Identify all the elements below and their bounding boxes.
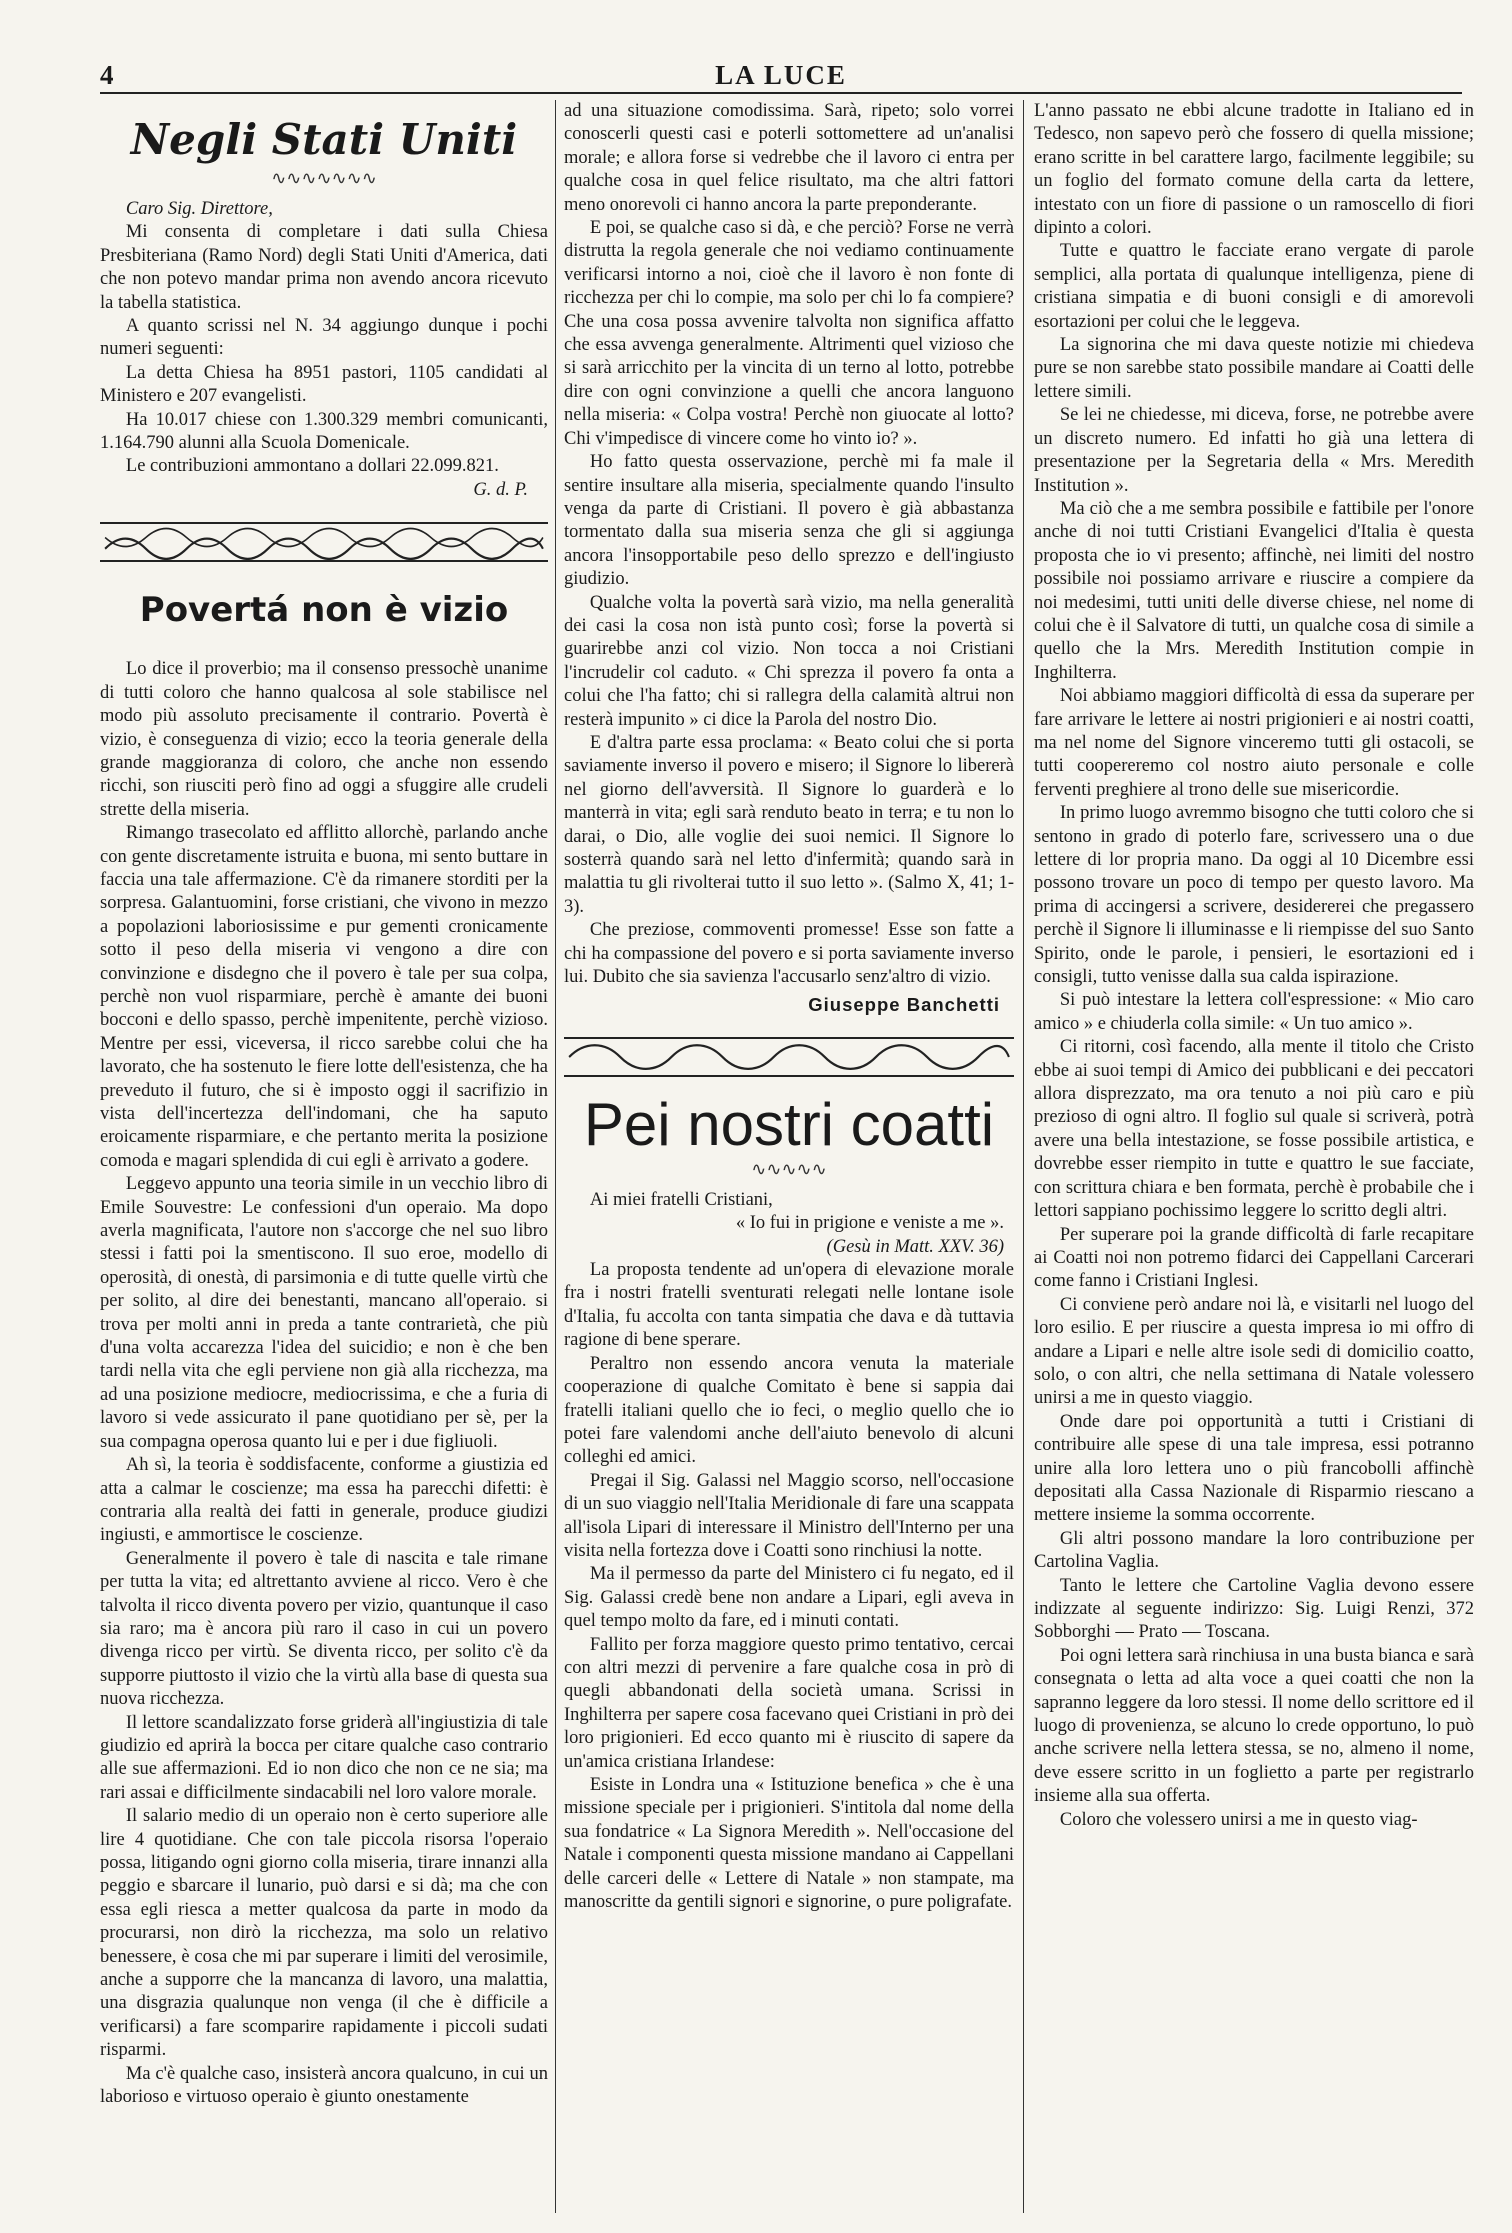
paragraph: Se lei ne chiedesse, mi diceva, forse, ne potrebbe avere un discreto numero. Ed infatti ho già una lettera di presentazione per la Segretaria della « Mrs. Meredith Institution ». [1034, 405, 1474, 496]
paragraph: Fallito per forza maggiore questo primo tentativo, cercai con altri mezzi di pervenire a fare qualche cosa in prò di quegli abbandonati della società umana. Scrissi in Inghilterra per sapere cosa facevano quei Cristiani in prò dei loro prigionieri. Ed ecco quanto mi è riuscito di sapere da un'amica cristiana Irlandese: [564, 1634, 1014, 1772]
paragraph: La detta Chiesa ha 8951 pastori, 1105 candidati al Ministero e 207 evangelisti. [100, 362, 548, 407]
paragraph: Ci conviene però andare noi là, e visitarli nel luogo del loro esilio. E per riuscire a questa impresa io mi offro di andare a Lipari e nelle altre isole sedi di domicilio coatto, solo, o con altri, che nella settimana di Natale volessero unirsi a me in questo viaggio. [1034, 1294, 1474, 1409]
paragraph: Pregai il Sig. Galassi nel Maggio scorso, nell'occasione di un suo viaggio nell'Italia Meridionale di fare una scappata all'isola Lipari di interessare il Ministro dell'Interno per una visita nella fortezza dove i Coatti sono rinchiusi la notte. [564, 1470, 1014, 1561]
paragraph: Il salario medio di un operaio non è certo superiore alle lire 4 quotidiane. Che con tale piccola risorsa l'operaio possa, litigando ogni giorno colla miseria, tirare innanzi alla peggio e sbarcare il lunario, può darsi e si dà; ma che con essa egli riesca a metter qualcosa da parte in modo da procurarsi, non dirò la ricchezza, ma solo un relativo benessere, è cosa che mi par superare i limiti del verosimile, anche a supporre che la mancanza di lavoro, una malattia, una disgrazia qualunque non venga (il che è difficile a verificarsi) a fare scomparire rapidamente i piccoli sudati risparmi. [100, 1806, 548, 2061]
signature: G. d. P. [473, 479, 528, 500]
paragraph: E poi, se qualche caso si dà, e che perciò? Forse ne verrà distrutta la regola generale che noi vediamo continuamente verificarsi intorno a noi, cioè che il lavoro è non fonte di ricchezza per chi lo compie, ma solo per chi lo fa compiere? Che una cosa possa avvenire talvolta non significa affatto che essa avvenga generalmente. Altrimenti quel vizioso che si sarà arricchito per la vincita di un terno al lotto, potrebbe dire con ogni convinzione a quelli che ancora languono nella miseria: « Colpa vostra! Perchè non giuocate al lotto? Chi v'impedisce di vincere come ho vinto io? ». [564, 218, 1014, 449]
paragraph: Ah sì, la teoria è soddisfacente, conforme a giustizia ed atta a calmar le coscienze; ma essa ha parecchi difetti: è contraria alla realtà dei fatti in generale, produce giudizi ingiusti, e ammortisce le coscienze. [100, 1455, 548, 1546]
paragraph: Ha 10.017 chiese con 1.300.329 membri comunicanti, 1.164.790 alunni alla Scuola Domenicale. [100, 409, 548, 454]
paragraph: Ho fatto questa osservazione, perchè mi fa male il sentire insultare alla miseria, specialmente quando l'insulto venga da parte di Cristiani. Il povero è già abbastanza tormentato dalla sua miseria senza che gli si aggiunga ancora l'insopportabile peso dello sprezzo e dell'ingiusto giudizio. [564, 452, 1014, 590]
paragraph: Tanto le lettere che Cartoline Vaglia devono essere indizzate al seguente indirizzo: Sig. Luigi Renzi, 372 Sobborghi — Prato — Toscana. [1034, 1575, 1474, 1643]
ornament-graphic [564, 1039, 1014, 1075]
paragraph: Esiste in Londra una « Istituzione benefica » che è una missione speciale per i prigionieri. S'intitola dal nome della sua fondatrice « La Signora Meredith ». Nell'occasione del Natale i componenti questa missione mandano ai Cappellani delle carceri delle « Lettere di Natale » non stampate, ma manoscritte da gentili signori e signorine, o pure poligrafate. [564, 1775, 1014, 1913]
paragraph: Lo dice il proverbio; ma il consenso pressochè unanime di tutti coloro che hanno qualcosa al sole stabilisce nel modo più assoluto precisamente il contrario. Povertà è vizio, è conseguenza di vizio; ecco la teoria generale della grande maggioranza di coloro, che anche non essendo ricchi, son riusciti però fino ad oggi a sfuggire alle crudeli strette della miseria. [100, 659, 548, 820]
paragraph: Si può intestare la lettera coll'espressione: « Mio caro amico » e chiuderla colla simile: « Un tuo amico ». [1034, 990, 1474, 1034]
paragraph: La proposta tendente ad un'opera di elevazione morale fra i nostri fratelli sventurati relegati nelle lontane isole d'Italia, fu accolta con tanta simpatia che dava e dà tuttavia ragione di bene sperare. [564, 1260, 1014, 1351]
article-title-negli-stati-uniti: Negli Stati Uniti [130, 115, 518, 164]
article-title-poverta: Povertá non è vizio [139, 590, 509, 631]
paragraph: Che preziose, commoventi promesse! Esse son fatte a chi ha compassione del povero e si porta saviamente inverso lui. Dubito che sia savienza l'accusarlo senz'altro di vizio. [564, 920, 1014, 988]
column-2 [564, 100, 1014, 2193]
paragraph: In primo luogo avremmo bisogno che tutti coloro che si sentono in grado di poterlo fare, scrivessero una o due lettere di lor propria mano. Da oggi al 10 Dicembre essi possono trovare un poco di tempo per questo lavoro. Ma prima di accingersi a scrivere, desidererei che pregassero perchè il Signore li illuminasse e li riempisse del suo Santo Spirito, onde le parole, i pensieri, le esortazioni ed i consigli, tutto venisse dalla sua calda ispirazione. [1034, 803, 1474, 988]
paragraph: Per superare poi la grande difficoltà di farle recapitare ai Coatti noi non potremo fidarci dei Cappellani Carcerari come fanno i Cristiani Inglesi. [1034, 1224, 1474, 1292]
article-title-coatti: Pei nostri coatti [583, 1090, 995, 1158]
title-flourish: ∿∿∿∿∿ [751, 1158, 827, 1179]
salutation: Caro Sig. Direttore, [125, 199, 273, 219]
ornament-graphic [100, 524, 548, 560]
paragraph: Le contribuzioni ammontano a dollari 22.099.821. [125, 456, 499, 477]
header-rule [100, 92, 1462, 94]
epigraph-quote: « Io fui in prigione e veniste a me ». [735, 1213, 1004, 1234]
paragraph: A quanto scrissi nel N. 34 aggiungo dunque i pochi numeri seguenti: [100, 316, 548, 360]
paragraph: Noi abbiamo maggiori difficoltà di essa da superare per fare arrivare le lettere ai nostri prigionieri e ai nostri coatti, ma nel nome del Signore vinceremo tutti gli ostacoli, se tutti coopereremo col nostro aiuto personale e colle ferventi preghiere al trono delle sue misericordie. [1034, 686, 1474, 800]
epigraph [564, 1212, 1014, 1259]
column-1 [100, 100, 548, 2193]
signature: Giuseppe Banchetti [808, 994, 1000, 1016]
paragraph: Peraltro non essendo ancora venuta la materiale cooperazione di qualche Comitato è bene si sappia dai fratelli italiani quello che io feci, o meglio quello che io potei fare valendomi anche dell'aiuto benevolo di alcuni colleghi ed amici. [564, 1353, 1014, 1468]
paragraph: Qualche volta la povertà sarà vizio, ma nella generalità dei casi la cosa non istà punto così; forse la povertà si guarirebbe anzi col vizio. Non tocca a noi Cristiani l'incrudelir col caduto. « Chi sprezza il povero fa onta a colui che l'ha fatto; chi si rallegra della calamità altrui non resterà impunito » ci dice la Parola del nostro Dio. [564, 592, 1014, 730]
paragraph: Onde dare poi opportunità a tutti i Cristiani di contribuire alle spese di una tale impresa, essi potranno unire alla loro lettera uno o più francobolli affinchè depositati alla Cassa Nazionale di Risparmio riescano a mettere insieme la somma occorrente. [1034, 1411, 1474, 1526]
running-head [100, 60, 1462, 92]
paragraph: Coloro che volessero unirsi a me in questo viag- [1059, 1809, 1418, 1830]
paragraph: Rimango trasecolato ed afflitto allorchè, parlando anche con gente discretamente istruita e buona, mi sento buttare in faccia una tale affermazione. C'è da rimanere storditi per la sorpresa. Galantuomini, forse cristiani, che vivono in mezzo a popolazioni laboriosissime e pur gementi cronicamente sotto il peso della miseria vi vengono a dire con convinzione e disdegno che il povero è tale per sua colpa, perchè non vuol risparmiare, perchè è amante dei buoni bocconi e dello spasso, perchè impenitente, perchè vizioso. Mentre per essi, viceversa, il ricco sarebbe colui che ha lavorato, che ha sostenuto le fiere lotte dell'esistenza, che ha preveduto il futuro, che si è imposto oggi il sacrifizio in vista dell'incertezza dell'indomani, che ha saputo eroicamente risparmiare, e che pertanto merita la posizione comoda e magari splendida di cui egli è arrivato a godere. [100, 823, 548, 1171]
paragraph: Generalmente il povero è tale di nascita e tale rimane per tutta la vita; ed altrettanto avviene al ricco. Vero è che talvolta il ricco diventa povero per vizio, quantunque il caso sia raro; ma è ancora più raro il caso in cui un povero divenga ricco per virtù. Se diventa ricco, per solito c'è da supporre piuttosto il vizio che la virtù alla base di questa sua nuova ricchezza. [100, 1548, 548, 1710]
column-divider [1023, 100, 1024, 2213]
paragraph: Ma c'è qualche caso, insisterà ancora qualcuno, in cui un laborioso e virtuoso operaio è giunto onestamente [100, 2063, 548, 2108]
paragraph: ad una situazione comodissima. Sarà, ripeto; solo vorrei conoscerli questi casi e poterli sottomettere ad un'analisi morale; e allora forse si vedrebbe che il lavoro ci entra per qualche cosa in quel felice risultato, ma che altri fattori meno onorevoli ci hanno ancora la parte preponderante. [564, 101, 1014, 215]
ornament-divider [564, 1037, 1014, 1077]
paragraph: La signorina che mi dava queste notizie mi chiedeva pure se non sarebbe stato possibile mandare ai Coatti delle lettere simili. [1034, 335, 1474, 402]
title-flourish: ∿∿∿∿∿∿∿ [271, 168, 377, 188]
paragraph: Tutte e quattro le facciate erano vergate di parole semplici, alla portata di qualunque intelligenza, piene di cristiana simpatia e di buoni consigli e di amorevoli esortazioni per colui che le leggeva. [1034, 241, 1474, 332]
paragraph: Gli altri possono mandare la loro contribuzione per Cartolina Vaglia. [1034, 1528, 1474, 1573]
epigraph-reference: (Gesù in Matt. XXV. 36) [826, 1236, 1004, 1257]
paragraph: Il lettore scandalizzato forse griderà all'ingiustizia di tale giudizio ed aprirà la bocca per citare qualche caso contrario alle sue affermazioni. Ed io non dico che non ce ne sia; ma rari assai e difficilmente sindacabili nel loro valore morale. [100, 1712, 548, 1803]
column-3 [1034, 100, 1474, 2193]
paragraph: E d'altra parte essa proclama: « Beato colui che si porta saviamente inverso il povero e misero; il Signore lo libererà nel giorno dell'avversità. Il Signore lo guarderà e lo manterrà in vita; egli sarà renduto beato in terra; e tu non lo darai, o Dio, alle voglie dei suoi nemici. Il Signore lo sosterrà quando sarà nel letto d'infermità; quando sarà in malattia tu gli rivolterai tutto il suo letto ». (Salmo X, 41; 1-3). [564, 732, 1014, 917]
paragraph: Ma il permesso da parte del Ministero ci fu negato, ed il Sig. Galassi credè bene non andare a Lipari, egli aveva in quel tempo molto da fare, ed i minuti contati. [564, 1564, 1014, 1632]
column-divider [555, 100, 556, 2213]
paragraph: Ci ritorni, così facendo, alla mente il titolo che Cristo ebbe ai suoi tempi di Amico dei pubblicani e dei peccatori allora disprezzato, ma ora tenuto a noi più caro e più prezioso di ogni altro. Il foglio sul quale si scriverà, potrà avere una bella intestazione, se fosse possibile artistica, e dovrebbe esser riempito in tutte e quattro le sue facciate, con scrittura chiara e ben formata, perchè è probabile che i lettori sappiano pochissimo leggere lo scritto degli altri. [1034, 1037, 1474, 1222]
paragraph: L'anno passato ne ebbi alcune tradotte in Italiano ed in Tedesco, non sapevo però che fossero di quella missione; erano scritte in bel carattere largo, facilmente leggibile; su un foglio del formato comune della carta da lettere, intestato con un fiore di passione o un ramoscello di fiori dipinto a colori. [1034, 101, 1474, 239]
page-number: 4 [100, 60, 114, 90]
ornament-divider [100, 522, 548, 562]
paragraph: Mi consenta di completare i dati sulla Chiesa Presbiteriana (Ramo Nord) degli Stati Uniti d'America, dati che non potevo mandar prima non avendo ancora ricevuto la tabella statistica. [100, 222, 548, 313]
paragraph: Poi ogni lettera sarà rinchiusa in una busta bianca e sarà consegnata o letta ad alta voce a quei coatti che non la sapranno leggere da loro stessi. Il nome dello scrittore ed il luogo di provenienza, se alcuno lo crede opportuno, lo può anche scrivere nella lettera stessa, se no, almeno il nome, deve essere scritto in un foglietto a parte per registrarlo insieme alla sua offerta. [1034, 1645, 1474, 1807]
paragraph: Leggevo appunto una teoria simile in un vecchio libro di Emile Souvestre: Le confessioni d'un operaio. Ma dopo averla magnificata, l'autore non s'accorge che nel suo libro stessi i fatti poi la smentiscono. Il suo eroe, modello di operosità, di onestà, di parsimonia e di tutte quelle virtù che per solito, al dire dei benestanti, mancano all'operaio. si trova per molti anni in preda a tante contrarietà, che più d'una volta accarezza l'idea del suicidio; e non è che ben tardi nella vita che egli perviene non già alla ricchezza, ma ad una posizione mediocre, mediocrissima, e che a furia di lavoro si vede assicurato il pane quotidiano per sè, per la sua compagna operosa quanto lui e per i due figliuoli. [100, 1174, 548, 1452]
paragraph: Ma ciò che a me sembra possibile e fattibile per l'onore anche di noi tutti Cristiani Evangelici d'Italia è questa proposta che io vi presento; affinchè, nei limiti del nostro possibile noi possiamo arrivare e riuscire a compiere da noi medesimi, tutti uniti delle diverse chiese, nel nome di colui che è il Salvatore di tutti, un qualche cosa di simile a quello che la Mrs. Meredith Institution compie in Inghilterra. [1034, 498, 1474, 683]
newspaper-name: LA LUCE [715, 60, 847, 90]
greeting: Ai miei fratelli Cristiani, [589, 1189, 773, 1210]
